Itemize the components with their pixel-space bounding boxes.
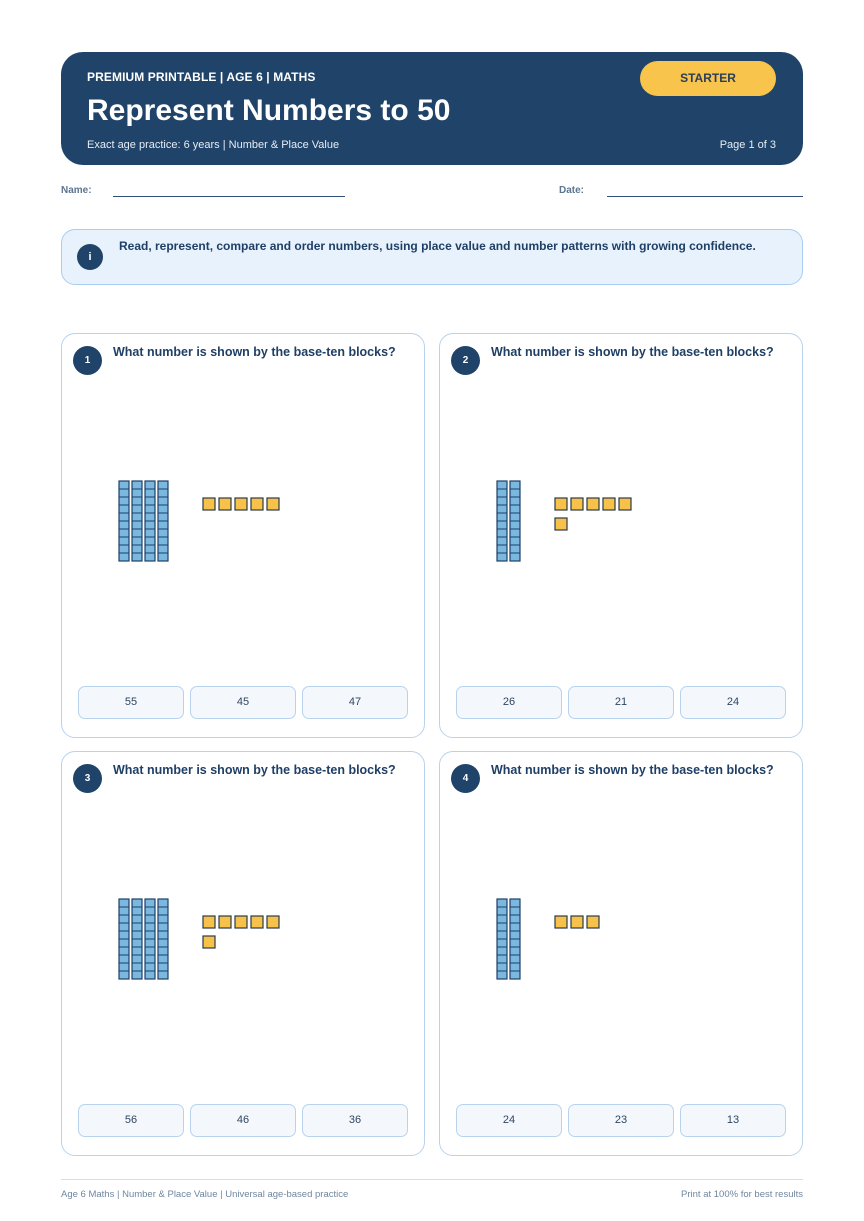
name-field[interactable] (113, 196, 345, 197)
answer-option[interactable]: 47 (302, 686, 408, 719)
blocks-figure (118, 898, 358, 988)
question-prompt: What number is shown by the base-ten blocks? (113, 345, 396, 359)
footer-divider (61, 1179, 803, 1180)
question-number: 1 (73, 346, 102, 375)
unit-cube (555, 518, 567, 530)
unit-cube (603, 498, 615, 510)
base-ten-blocks (118, 480, 358, 570)
worksheet-header (61, 52, 803, 165)
unit-cube (251, 916, 263, 928)
answer-option[interactable]: 23 (568, 1104, 674, 1137)
ten-rod (510, 899, 520, 979)
ten-rod (132, 899, 142, 979)
unit-cube (571, 498, 583, 510)
ten-rod (510, 481, 520, 561)
unit-cube (619, 498, 631, 510)
question-number: 2 (451, 346, 480, 375)
unit-cube (235, 916, 247, 928)
ten-rod (158, 481, 168, 561)
ten-rod (132, 481, 142, 561)
question-number: 4 (451, 764, 480, 793)
unit-cube (267, 498, 279, 510)
page-title: Represent Numbers to 50 (87, 94, 451, 127)
unit-cube (235, 498, 247, 510)
footer-left: Age 6 Maths | Number & Place Value | Universal age-based practice (61, 1189, 349, 1200)
unit-cube (587, 916, 599, 928)
question-prompt: What number is shown by the base-ten blocks? (491, 763, 774, 777)
unit-cube (219, 916, 231, 928)
ten-rod (497, 899, 507, 979)
answer-option[interactable]: 13 (680, 1104, 786, 1137)
unit-cube (555, 498, 567, 510)
question-card-4 (439, 751, 803, 1156)
answer-option[interactable]: 36 (302, 1104, 408, 1137)
unit-cube (555, 916, 567, 928)
answer-option[interactable]: 56 (78, 1104, 184, 1137)
unit-cube (587, 498, 599, 510)
info-text: Read, represent, compare and order numbers, using place value and number patterns with growing confidence. (119, 239, 756, 253)
info-icon: i (77, 244, 103, 270)
unit-cube (203, 916, 215, 928)
name-label: Name: (61, 185, 92, 196)
blocks-figure (118, 480, 358, 570)
header-eyebrow: PREMIUM PRINTABLE | AGE 6 | MATHS (87, 70, 316, 84)
base-ten-blocks (118, 898, 358, 988)
ten-rod (119, 481, 129, 561)
answer-option[interactable]: 45 (190, 686, 296, 719)
base-ten-blocks (496, 480, 736, 570)
level-badge: STARTER (640, 61, 776, 96)
unit-cube (571, 916, 583, 928)
question-prompt: What number is shown by the base-ten blocks? (491, 345, 774, 359)
ten-rod (497, 481, 507, 561)
blocks-figure (496, 898, 736, 988)
answer-option[interactable]: 26 (456, 686, 562, 719)
info-banner (61, 229, 803, 285)
unit-cube (251, 498, 263, 510)
answer-option[interactable]: 55 (78, 686, 184, 719)
question-card-3 (61, 751, 425, 1156)
base-ten-blocks (496, 898, 736, 988)
date-field[interactable] (607, 196, 803, 197)
answer-option[interactable]: 24 (680, 686, 786, 719)
unit-cube (203, 936, 215, 948)
ten-rod (158, 899, 168, 979)
unit-cube (267, 916, 279, 928)
question-prompt: What number is shown by the base-ten blocks? (113, 763, 396, 777)
footer-right: Print at 100% for best results (681, 1189, 803, 1200)
date-label: Date: (559, 185, 585, 196)
question-card-1 (61, 333, 425, 738)
header-subtitle: Exact age practice: 6 years | Number & Place Value (87, 139, 340, 151)
question-number: 3 (73, 764, 102, 793)
blocks-figure (496, 480, 736, 570)
ten-rod (145, 899, 155, 979)
answer-option[interactable]: 24 (456, 1104, 562, 1137)
ten-rod (119, 899, 129, 979)
unit-cube (203, 498, 215, 510)
answer-option[interactable]: 46 (190, 1104, 296, 1137)
unit-cube (219, 498, 231, 510)
page-number: Page 1 of 3 (719, 139, 776, 151)
answer-option[interactable]: 21 (568, 686, 674, 719)
ten-rod (145, 481, 155, 561)
question-card-2 (439, 333, 803, 738)
